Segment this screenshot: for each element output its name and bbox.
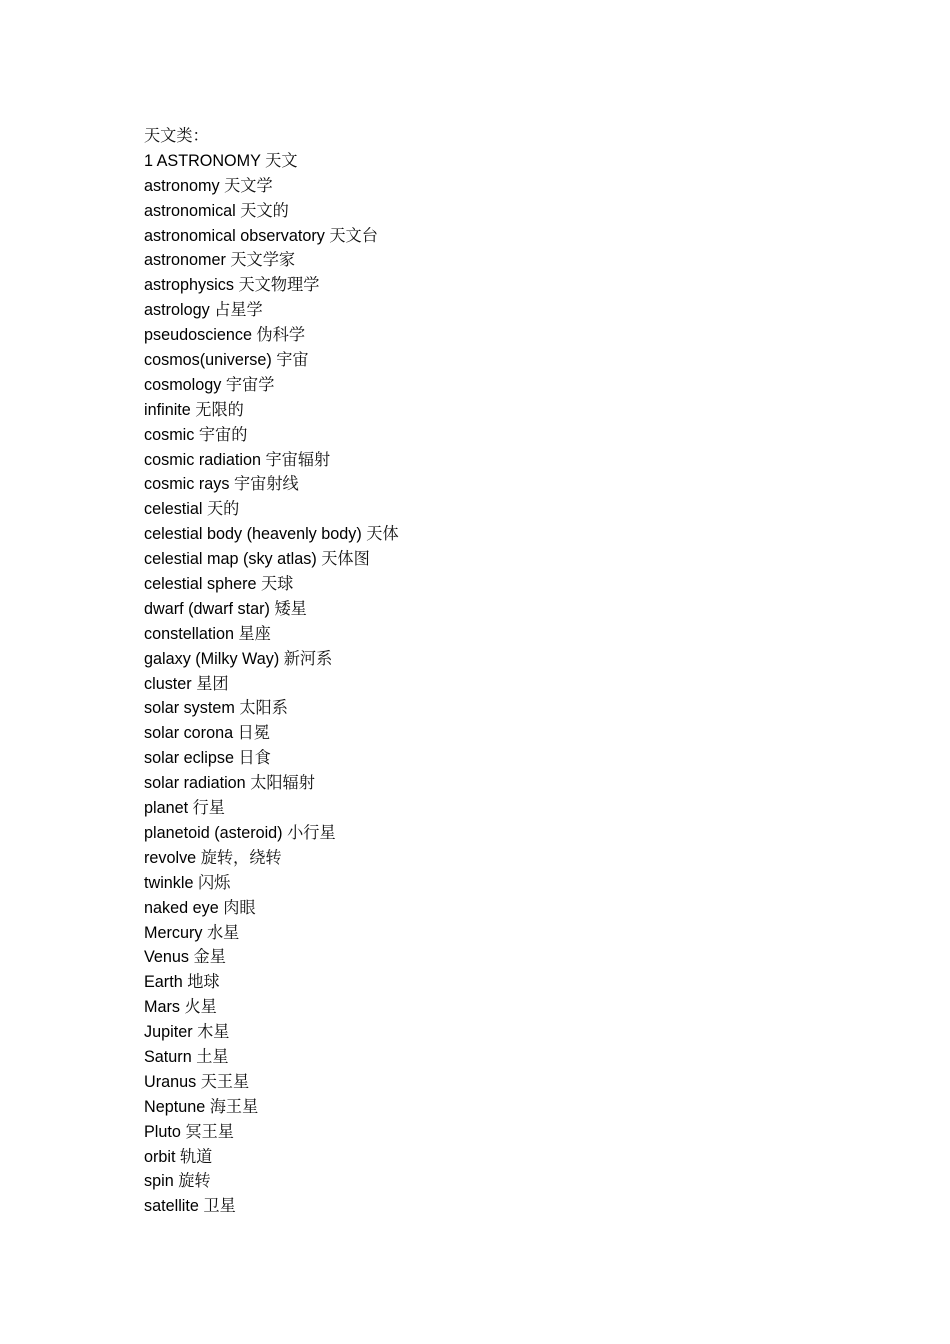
term-english: galaxy (Milky Way) xyxy=(144,649,280,668)
term-chinese: 天文台 xyxy=(329,225,378,245)
list-item xyxy=(144,945,904,970)
term-chinese: 地球 xyxy=(187,972,220,992)
list-item xyxy=(144,522,904,547)
term-chinese: 宇宙辐射 xyxy=(265,449,331,469)
term-chinese: 占星学 xyxy=(214,300,263,320)
list-item xyxy=(144,1120,904,1145)
term-english: celestial xyxy=(144,500,203,519)
list-item xyxy=(144,224,904,249)
term-chinese: 天王星 xyxy=(200,1071,250,1091)
term-english: solar corona xyxy=(144,724,234,743)
term-english: cosmos(universe) xyxy=(144,351,272,370)
list-item xyxy=(144,373,904,398)
term-chinese: 太阳辐射 xyxy=(250,773,315,793)
term-chinese: 天体图 xyxy=(321,549,370,569)
term-english: solar system xyxy=(144,699,235,718)
list-item xyxy=(144,921,904,946)
list-item xyxy=(144,398,904,423)
term-chinese: 旋转 xyxy=(178,1171,211,1191)
term-english: Uranus xyxy=(144,1072,197,1091)
term-english: celestial map (sky atlas) xyxy=(144,550,317,569)
term-english: astronomical observatory xyxy=(144,226,325,245)
term-english: constellation xyxy=(144,624,234,643)
list-item xyxy=(144,348,904,373)
term-english: astronomical xyxy=(144,201,236,220)
term-chinese: 矮星 xyxy=(274,598,307,618)
term-english: cosmology xyxy=(144,375,222,394)
list-item xyxy=(144,970,904,995)
term-chinese: 星团 xyxy=(196,673,229,693)
list-item xyxy=(144,199,904,224)
term-chinese: 行星 xyxy=(192,798,225,818)
term-chinese: 日食 xyxy=(238,748,271,768)
term-chinese: 天体 xyxy=(366,524,399,544)
list-item xyxy=(144,423,904,448)
term-chinese: 木星 xyxy=(197,1022,230,1042)
list-item xyxy=(144,846,904,871)
list-item xyxy=(144,298,904,323)
term-english: Venus xyxy=(144,948,190,967)
section-title-zh: 天文 xyxy=(265,150,298,170)
section-title-en: 1 ASTRONOMY xyxy=(144,151,261,170)
term-english: dwarf (dwarf star) xyxy=(144,599,270,618)
term-chinese: 宇宙射线 xyxy=(233,474,299,494)
term-chinese: 天球 xyxy=(260,574,294,594)
term-english: astrology xyxy=(144,301,210,320)
term-english: planet xyxy=(144,799,189,818)
list-item xyxy=(144,323,904,348)
term-chinese: 天文学 xyxy=(224,175,273,195)
document-heading xyxy=(144,124,904,149)
term-chinese: 天文物理学 xyxy=(238,275,320,295)
term-chinese: 宇宙学 xyxy=(225,374,275,394)
section-title xyxy=(144,149,904,174)
term-chinese: 天文的 xyxy=(240,200,289,220)
term-chinese: 宇宙的 xyxy=(198,424,248,444)
term-chinese: 轨道 xyxy=(180,1146,213,1166)
list-item xyxy=(144,472,904,497)
term-english: spin xyxy=(144,1172,174,1191)
list-item xyxy=(144,871,904,896)
term-english: cluster xyxy=(144,674,192,693)
term-english: celestial body (heavenly body) xyxy=(144,525,362,544)
term-english: Neptune xyxy=(144,1097,206,1116)
term-chinese: 肉眼 xyxy=(223,897,256,917)
list-item xyxy=(144,1169,904,1194)
term-english: naked eye xyxy=(144,898,219,917)
term-chinese: 火星 xyxy=(184,997,217,1017)
term-english: celestial sphere xyxy=(144,575,257,594)
term-chinese: 宇宙 xyxy=(276,350,309,370)
list-item xyxy=(144,248,904,273)
term-english: pseudoscience xyxy=(144,326,252,345)
term-english: Saturn xyxy=(144,1047,192,1066)
list-item xyxy=(144,497,904,522)
term-chinese: 金星 xyxy=(193,947,226,967)
list-item xyxy=(144,448,904,473)
list-item xyxy=(144,622,904,647)
term-english: satellite xyxy=(144,1197,199,1216)
term-english: astronomer xyxy=(144,251,226,270)
term-english: Pluto xyxy=(144,1122,181,1141)
glossary-list xyxy=(144,174,904,1219)
term-english: Mars xyxy=(144,998,180,1017)
term-chinese: 天文学家 xyxy=(230,250,296,270)
term-english: infinite xyxy=(144,400,191,419)
term-chinese: 小行星 xyxy=(287,822,336,842)
list-item xyxy=(144,771,904,796)
list-item xyxy=(144,796,904,821)
list-item xyxy=(144,746,904,771)
term-chinese: 海王星 xyxy=(209,1096,259,1116)
list-item xyxy=(144,1194,904,1219)
list-item xyxy=(144,1070,904,1095)
term-english: cosmic xyxy=(144,425,195,444)
list-item xyxy=(144,647,904,672)
term-chinese: 星座 xyxy=(238,623,271,643)
list-item xyxy=(144,273,904,298)
term-chinese: 天的 xyxy=(206,499,240,519)
term-english: Jupiter xyxy=(144,1023,193,1042)
term-english: orbit xyxy=(144,1147,176,1166)
list-item xyxy=(144,721,904,746)
term-english: solar radiation xyxy=(144,774,246,793)
list-item xyxy=(144,896,904,921)
term-english: astrophysics xyxy=(144,276,234,295)
list-item xyxy=(144,696,904,721)
list-item xyxy=(144,1020,904,1045)
list-item xyxy=(144,547,904,572)
list-item xyxy=(144,174,904,199)
term-chinese: 土星 xyxy=(196,1046,229,1066)
term-chinese: 伪科学 xyxy=(256,325,306,345)
term-chinese: 旋转，绕转 xyxy=(200,847,282,867)
term-chinese: 闪烁 xyxy=(197,872,231,892)
list-item xyxy=(144,672,904,697)
term-english: astronomy xyxy=(144,176,220,195)
term-english: cosmic rays xyxy=(144,475,230,494)
list-item xyxy=(144,572,904,597)
term-chinese: 冥王星 xyxy=(185,1121,234,1141)
list-item xyxy=(144,1145,904,1170)
heading-text: 天文类： xyxy=(144,126,209,145)
term-chinese: 太阳系 xyxy=(239,698,288,718)
list-item xyxy=(144,995,904,1020)
term-english: Mercury xyxy=(144,923,203,942)
document-body xyxy=(144,124,904,1219)
term-chinese: 日冕 xyxy=(237,723,270,743)
list-item xyxy=(144,821,904,846)
term-chinese: 卫星 xyxy=(203,1196,236,1216)
list-item xyxy=(144,1095,904,1120)
term-english: twinkle xyxy=(144,873,194,892)
term-english: cosmic radiation xyxy=(144,450,261,469)
term-english: revolve xyxy=(144,848,197,867)
list-item xyxy=(144,1045,904,1070)
term-chinese: 新河系 xyxy=(283,648,333,668)
term-chinese: 水星 xyxy=(206,922,240,942)
list-item xyxy=(144,597,904,622)
term-english: solar eclipse xyxy=(144,749,234,768)
term-english: planetoid (asteroid) xyxy=(144,823,283,842)
term-chinese: 无限的 xyxy=(195,399,244,419)
term-english: Earth xyxy=(144,973,183,992)
